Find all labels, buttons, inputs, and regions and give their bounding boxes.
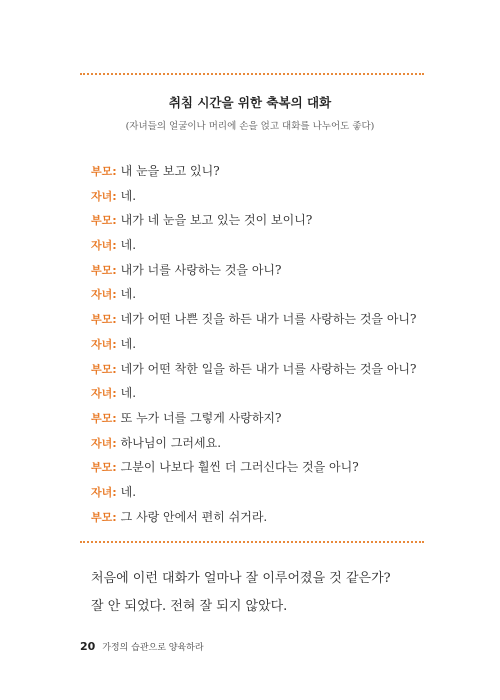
speaker-label: 자녀: (91, 485, 117, 499)
speaker-label: 부모: (91, 362, 117, 376)
page-footer (80, 640, 204, 653)
speech-text: 내 눈을 보고 있니? (120, 164, 220, 178)
dialogue-line (91, 434, 416, 459)
speech-text: 네. (120, 336, 137, 351)
speech-text: 네가 어떤 나쁜 짓을 하든 내가 너를 사랑하는 것을 아니? (120, 312, 417, 327)
speaker-label: 자녀: (91, 288, 117, 302)
dialogue-line (91, 285, 416, 310)
speaker-label: 자녀: (91, 436, 117, 450)
dialogue-line (91, 409, 416, 434)
speaker-label: 부모: (91, 461, 117, 475)
speech-text: 하나님이 그러세요. (120, 435, 222, 450)
speaker-label: 부모: (91, 263, 117, 277)
speech-text: 내가 네 눈을 보고 있는 것이 보이니? (120, 213, 313, 228)
speaker-label: 자녀: (91, 337, 117, 351)
section-title: 취침 시간을 위한 축복의 대화 (168, 95, 332, 110)
speech-text: 그 사랑 안에서 편히 쉬거라. (120, 509, 268, 524)
speaker-label: 부모: (91, 411, 117, 425)
speaker-label: 부모: (91, 313, 117, 327)
speaker-label: 부모: (91, 165, 117, 178)
bottom-dotted-divider (80, 541, 424, 543)
top-dotted-divider (80, 73, 424, 75)
speech-text: 네. (120, 287, 137, 302)
dialogue-line (91, 335, 416, 360)
speech-text: 네. (120, 238, 137, 253)
speaker-label: 자녀: (91, 387, 117, 401)
body-question-line: 처음에 이런 대화가 얼마나 잘 이루어졌을 것 같은가? (91, 571, 391, 586)
dialogue-line (91, 261, 416, 286)
body-answer-line: 잘 안 되었다. 전혀 잘 되지 않았다. (91, 599, 288, 614)
speaker-label: 자녀: (91, 189, 117, 203)
dialogue-line (91, 384, 416, 409)
speech-text: 네. (120, 386, 137, 401)
dialogue-line (91, 236, 416, 261)
speech-text: 네. (120, 484, 137, 499)
speech-text: 내가 너를 사랑하는 것을 아니? (120, 262, 282, 277)
running-book-title: 가정의 습관으로 양육하라 (102, 643, 204, 653)
page-number: 20 (80, 640, 96, 653)
dialogue-line (91, 162, 416, 187)
speaker-label: 부모: (91, 214, 117, 228)
dialogue-list (91, 162, 416, 532)
speech-text: 또 누가 너를 그렇게 사랑하지? (120, 410, 282, 425)
dialogue-line (91, 508, 416, 533)
dialogue-line (91, 458, 416, 483)
speaker-label: 자녀: (91, 239, 117, 253)
speaker-label: 부모: (91, 510, 117, 524)
dialogue-line (91, 360, 416, 385)
speech-text: 네가 어떤 착한 일을 하든 내가 너를 사랑하는 것을 아니? (120, 361, 417, 376)
speech-text: 네. (120, 188, 137, 203)
dialogue-line (91, 483, 416, 508)
speech-text: 그분이 나보다 훨씬 더 그러신다는 것을 아니? (120, 460, 359, 475)
section-subtitle: (자녀들의 얼굴이나 머리에 손을 얹고 대화를 나누어도 좋다) (125, 121, 375, 132)
dialogue-line (91, 187, 416, 212)
dialogue-line (91, 310, 416, 335)
dialogue-line (91, 211, 416, 236)
